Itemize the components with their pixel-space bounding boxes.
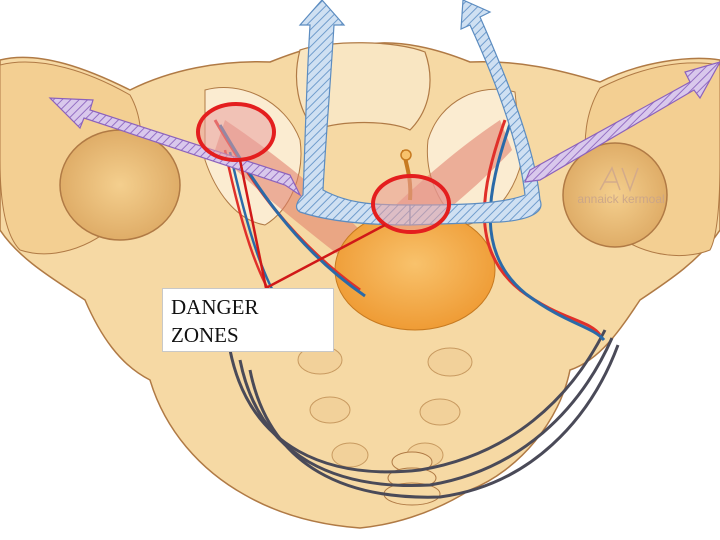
- left-acetabulum: [60, 130, 180, 240]
- urethral-opening: [401, 150, 411, 160]
- danger-zone-center: [373, 176, 449, 232]
- danger-zone-left: [198, 104, 274, 160]
- watermark-signature: annaick kermoal: [577, 192, 665, 206]
- danger-zones-callout: [162, 288, 334, 352]
- callout-line-2: ZONES: [171, 323, 239, 347]
- callout-line-1: DANGER: [171, 295, 259, 319]
